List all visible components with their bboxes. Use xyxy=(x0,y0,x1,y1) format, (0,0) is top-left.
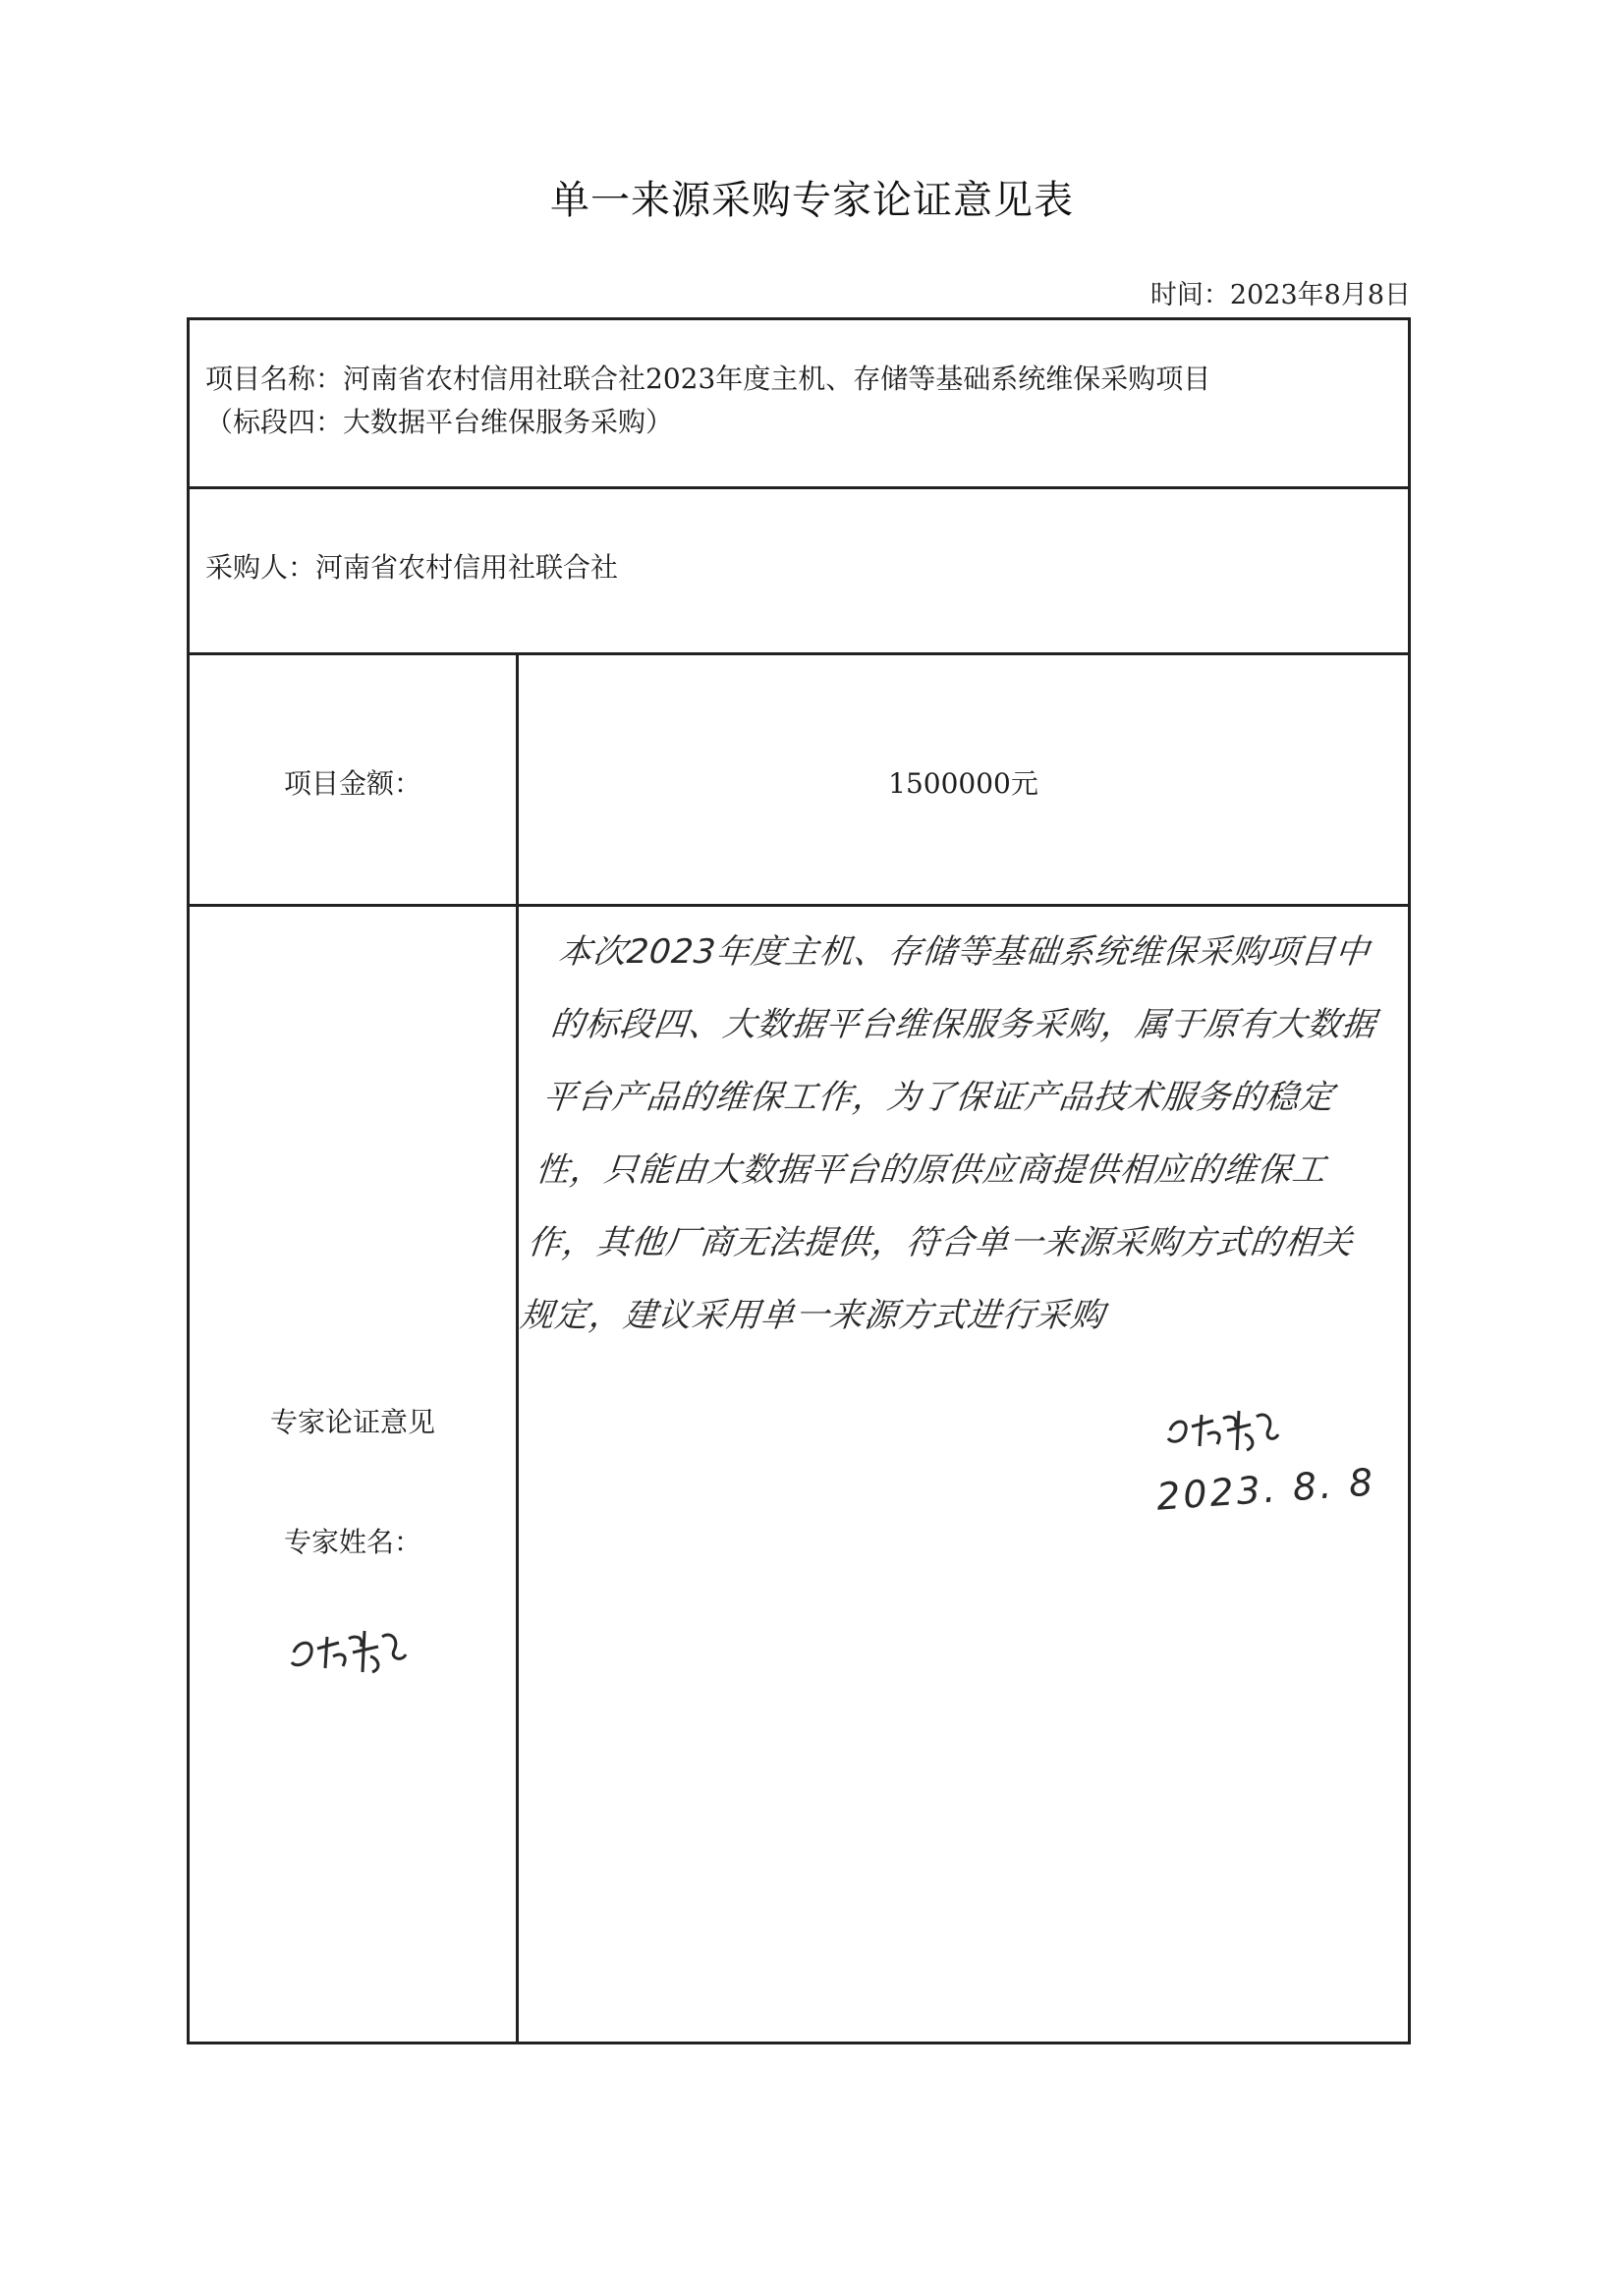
expert-signature-icon xyxy=(284,1613,412,1682)
purchaser-value: 河南省农村信用社联合社 xyxy=(315,551,619,584)
purchaser-cell xyxy=(205,546,1394,589)
row-divider xyxy=(190,904,1408,907)
purchaser-label: 采购人： xyxy=(205,551,316,584)
amount-value: 1500000元 xyxy=(888,767,1038,800)
expert-signature-icon xyxy=(1162,1397,1280,1456)
document-title: 单一来源采购专家论证意见表 xyxy=(550,178,1074,223)
expert-name-label: 专家姓名： xyxy=(283,1526,421,1558)
handwritten-signature-date: 2023. 8. 8 xyxy=(1154,1460,1377,1519)
amount-label: 项目金额： xyxy=(283,767,421,800)
row-divider xyxy=(190,486,1408,489)
handwritten-opinion: 本次2023年度主机、存储等基础系统维保采购项目中的标段四、大数据平台维保服务采购，属于原有大数据平台产品的维保工作，为了保证产品技术服务的稳定性，只能由大数据平台的原供应商提供相应的维保工作，其他厂商无法提供，符合单一来源采购方式的相关规定，建议采用单一来源方式进行采购 xyxy=(518,932,1378,1335)
document-date: 时间：2023年8月8日 xyxy=(1149,280,1411,310)
project-name-line2: （标段四：大数据平台维保服务采购） xyxy=(205,406,674,438)
project-name-cell xyxy=(205,358,1394,444)
opinion-form-table xyxy=(187,317,1411,2044)
opinion-label: 专家论证意见 xyxy=(269,1406,435,1438)
project-name-line1: 河南省农村信用社联合社2023年度主机、存储等基础系统维保采购项目 xyxy=(343,363,1211,395)
row-divider xyxy=(190,652,1408,655)
project-name-label: 项目名称： xyxy=(205,363,344,395)
